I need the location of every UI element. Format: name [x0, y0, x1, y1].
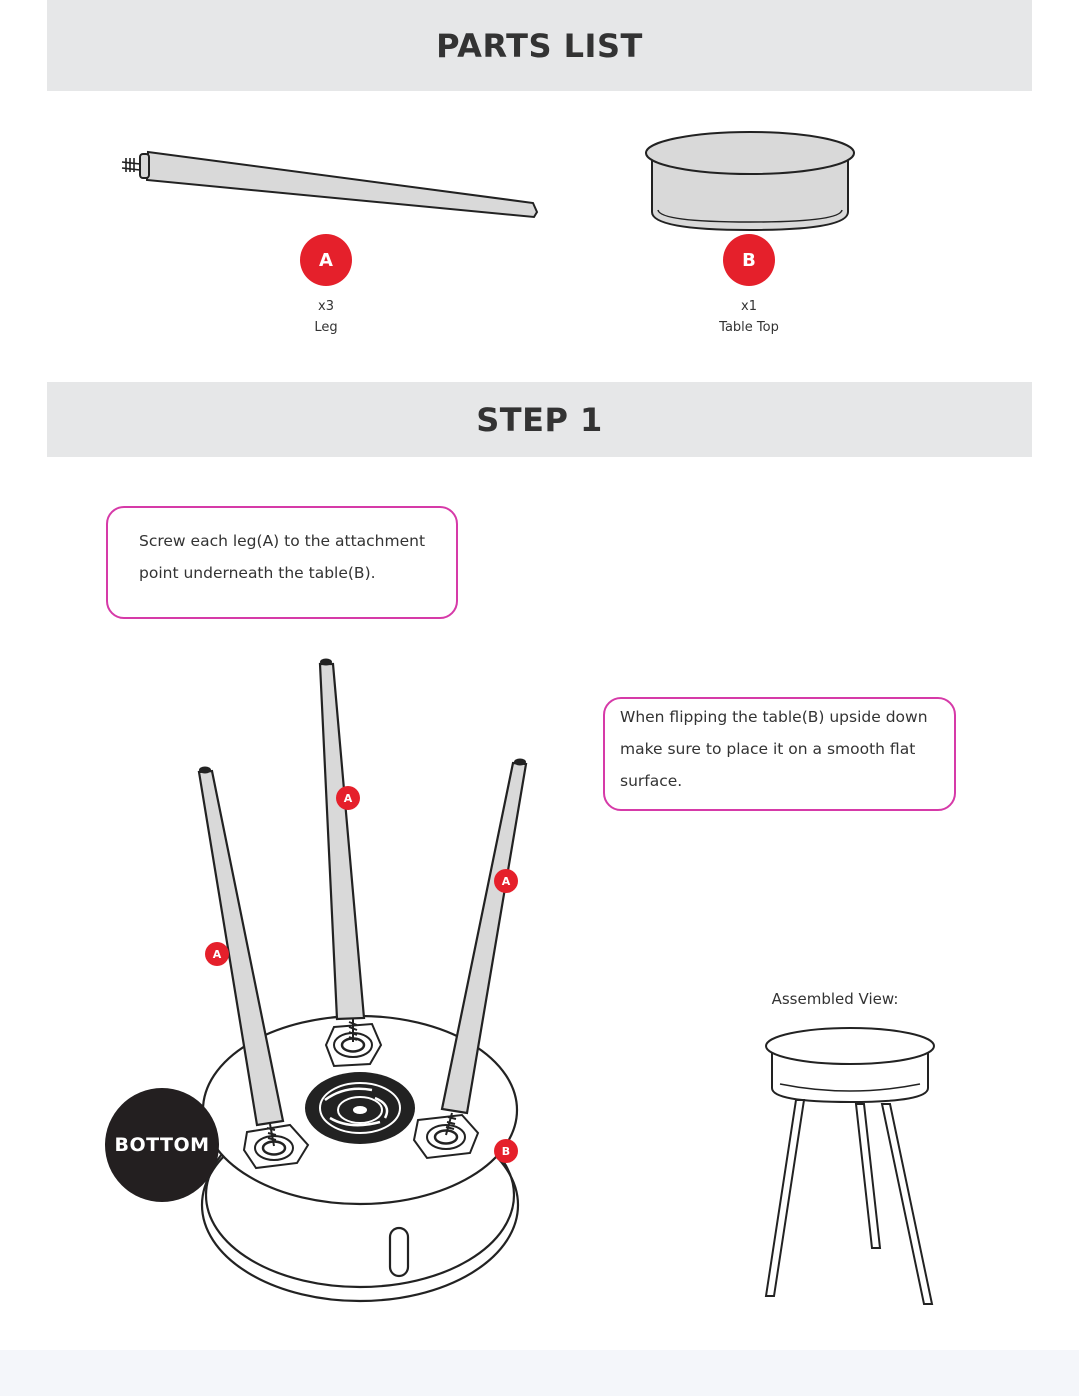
part-a-name: Leg	[314, 320, 338, 335]
bottom-badge: BOTTOM	[105, 1088, 219, 1202]
step-1-title: STEP 1	[476, 400, 603, 439]
instruction-line-1: Screw each leg(A) to the attachment	[139, 532, 426, 550]
part-b-badge: B	[723, 234, 775, 286]
part-a-quantity: x3	[318, 299, 334, 314]
note-line-3: surface.	[620, 772, 683, 790]
parts-list-title: PARTS LIST	[436, 26, 643, 65]
leg-center	[320, 664, 364, 1019]
table-badge: B	[494, 1139, 518, 1163]
assembled-view-illustration	[766, 1028, 934, 1304]
assembled-view-label: Assembled View:	[771, 990, 899, 1008]
part-b-quantity: x1	[741, 299, 757, 314]
part-a-badge: A	[300, 234, 352, 286]
leg-center-badge: A	[336, 786, 360, 810]
part-b-name: Table Top	[719, 320, 779, 335]
speaker-grille	[305, 1072, 415, 1144]
leg-right-badge: A	[494, 869, 518, 893]
note-line-2: make sure to place it on a smooth flat	[620, 740, 916, 758]
leg-left-badge: A	[205, 942, 229, 966]
instruction-line-2: point underneath the table(B).	[139, 564, 376, 582]
note-line-1: When flipping the table(B) upside down	[620, 708, 928, 726]
footer-strip	[0, 1350, 1079, 1396]
